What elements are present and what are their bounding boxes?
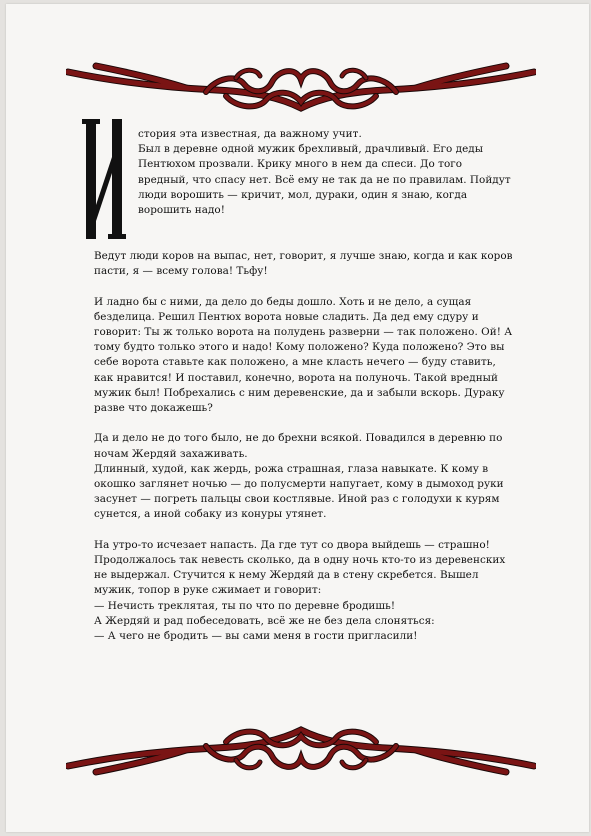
top-celtic-ornament (66, 58, 536, 116)
paragraph: Ведут люди коров на выпас, нет, говорит, я лучше знаю, когда и как коров пасти, я — всему голова! Тьфу! (94, 250, 513, 278)
paragraph: На утро-то исчезает напасть. Да где тут со двора выйдешь — страшно! Продолжалось так невесть сколько, да в одну ночь кто-то из деревенских не выдержал. Стучится к нему Жердяй да в стену скребется. Вышел мужик, топор в руке сжимает и говорит: — Нечисть треклятая, ты по что по деревне бродишь! А Жердяй и рад побеседовать, всё же не без дела слоняться: — А чего не бродить — вы сами меня в гости пригласили! (94, 538, 506, 643)
paragraph-gap (94, 416, 514, 431)
paragraph-gap (94, 279, 514, 294)
paragraph-gap (94, 523, 514, 538)
story-text (94, 127, 514, 644)
paragraph: Да и дело не до того было, не до брехни всякой. Повадился в деревню по ночам Жердяй захаживать. Длинный, худой, как жердь, рожа страшная, глаза навыкате. К кому в окошко заглянет ночью — до полусмерти напугает, кому в дымоход руки засунет — погреть пальцы свои костлявые. Иной раз с голодухи к курям сунется, а иной собаку из конуры утянет. (94, 432, 504, 521)
first-paragraph-text: стория эта известная, да важному учит. Был в деревне одной мужик брехливый, драчливый. Его деды Пентюхом прозвали. Крику много в нем да спеси. До того вредный, что спасу нет. Всё ему не так да не по правилам. Пойдут люди ворошить — кричит, мол, дураки, один я знаю, когда ворошить надо! (138, 128, 511, 217)
bottom-celtic-ornament (66, 722, 536, 780)
paragraph: И ладно бы с ними, да дело до беды дошло. Хоть и не дело, а сущая безделица. Решил Пентюх ворота новые сладить. Да дед ему сдуру и говорит: Ты ж только ворота на полудень разверни — так положено. Ой! А тому будто только этого и надо! Кому положено? Куда положено? Это вы себе ворота ставьте как положено, а мне класть нечего — буду ставить, как нравится! И поставил, конечно, ворота на полуночь. Такой вредный мужик был! Побрехались с ним деревенские, да и забыли вскорь. Дураку разве что докажешь? (94, 295, 513, 415)
page (6, 4, 589, 832)
drop-cap-letter (80, 109, 130, 249)
first-paragraph (94, 127, 514, 249)
